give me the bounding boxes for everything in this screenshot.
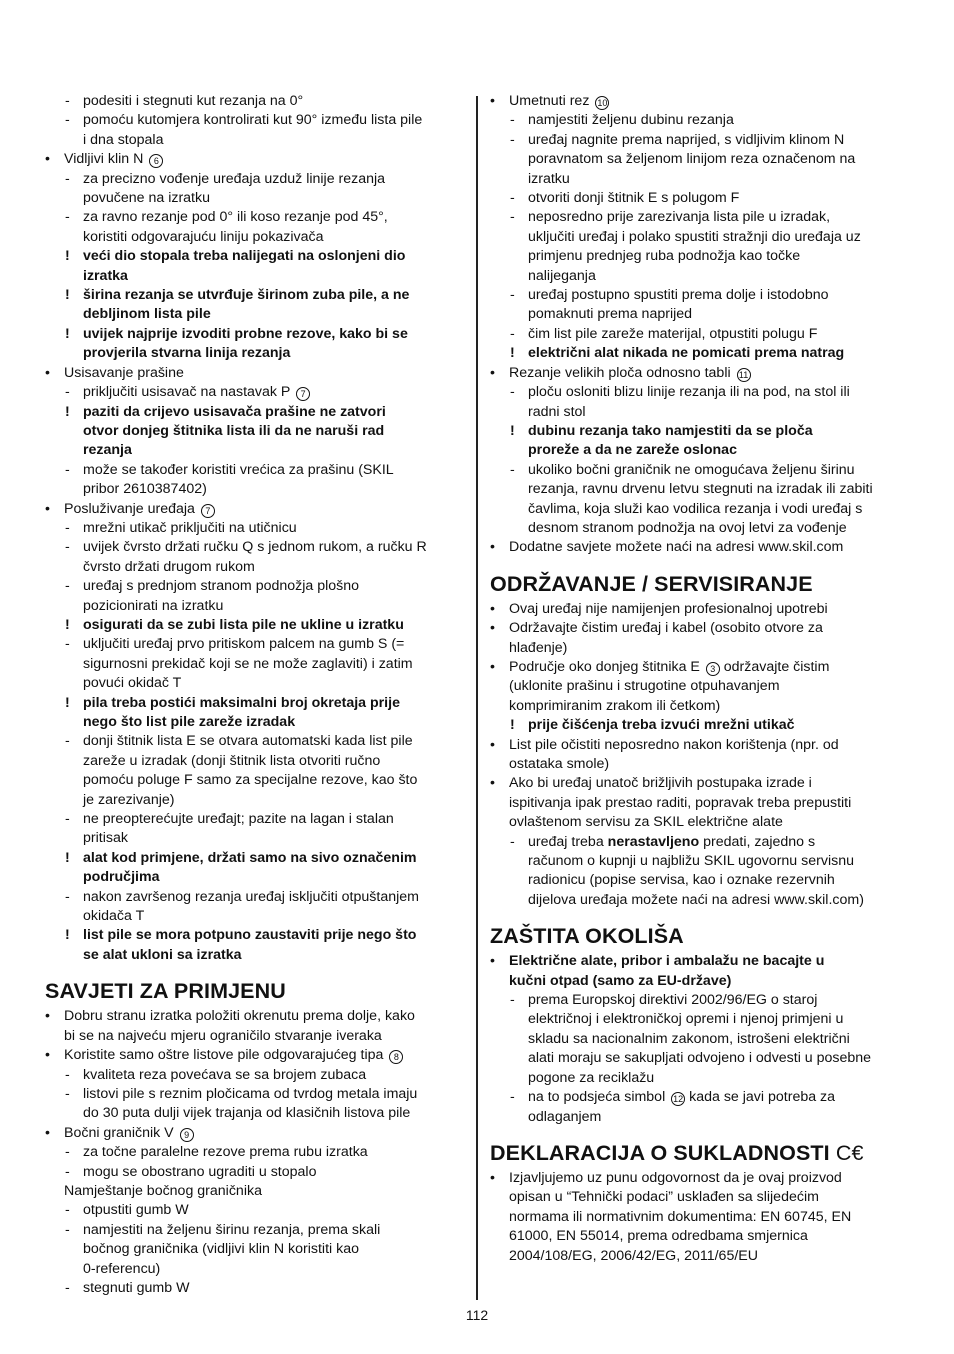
text: Ovaj uređaj nije namijenjen profesionalnoj upotrebi [509,600,828,617]
warning-item [45,247,465,266]
text: izratka [83,267,128,284]
figure-reference: 10 [597,98,608,108]
text: uključiti uređaj i polako spustiti stražnji dio uređaja uz [528,228,861,245]
warning-item [45,616,465,635]
dash-item [45,461,465,480]
text: radni stol [528,403,586,420]
dash-item [45,810,465,829]
text: Usisavanje prašine [64,364,184,381]
dash-continuation [490,150,913,169]
dash-continuation [490,228,913,247]
dash-continuation [490,170,913,189]
text: 0-referencu) [83,1260,161,1277]
bullet-continuation [490,1227,913,1246]
dash-continuation [45,597,465,616]
dash-continuation [490,500,913,519]
dash-item [45,1143,465,1162]
text: Električne alate, pribor i ambalažu ne bacajte u [509,953,825,970]
text: pila treba postići maksimalni broj okretaja prije [83,694,400,711]
dash-item [45,111,465,130]
text: ostataka smole) [509,756,610,772]
section-heading [490,1140,913,1166]
text: listovi pile s reznim pločicama od tvrdog metala imaju [83,1085,418,1102]
text: desnom stranom podnožja na ovoj letvi za vođenje [528,519,847,536]
text: nerastavljeno [607,833,700,850]
dash-item [45,888,465,907]
text: Područje oko donjeg štitnika E [509,658,700,675]
text: povučene na izratku [83,190,210,207]
dash-continuation [490,1030,913,1049]
warning-item [45,286,465,305]
text: nego što list pile zareže izradak [83,714,296,730]
dash-item [490,111,913,130]
dash-item [45,92,465,111]
warning-item [45,694,465,713]
text: dubinu rezanja tako namjestiti da se ploča [528,422,813,439]
warning-continuation [45,305,465,324]
dash-continuation [490,1108,913,1127]
text: ukoliko bočni graničnik ne omogućava željenu širinu [528,461,855,478]
text: okidača T [83,908,145,925]
dash-continuation [490,247,913,266]
bullet-item [490,774,913,793]
text: prema Europskoj direktivi 2002/96/EG o staroj [528,992,818,1009]
bullet-item [45,1007,465,1026]
warning-item [45,849,465,868]
text: donji štitnik lista E se otvara automatski kada list pile [83,733,413,750]
text: povući okidač T [83,675,182,692]
text: Vidljivi klin N [64,151,144,168]
warning-item [490,716,913,735]
dash-item [45,1201,465,1220]
right-column [490,92,913,1266]
text: koristiti odgovarajuću liniju pokazivača [83,228,324,245]
dash-item [45,1085,465,1104]
figure-reference: 7 [296,387,310,401]
bullet-item [490,538,913,557]
dash-continuation [490,519,913,538]
warning-continuation [45,344,465,363]
text: za precizno vođenje uređaja uzduž linije rezanja [83,170,386,187]
text: Održavajte čistim uređaj i kabel (osobito otvore za [509,620,823,637]
dash-item [490,383,913,402]
text: pritisak [83,830,128,847]
text: Bočni graničnik V [64,1124,174,1141]
text: širina rezanja se utvrđuje širinom zuba pile, a ne [83,287,410,304]
text: primjenu prednjeg ruba podnožja kao točke [528,248,801,265]
dash-item [45,577,465,596]
dash-item [490,1088,913,1107]
text: mrežni utikač priključiti na utičnicu [83,519,297,536]
text: sigurnosni prekidač koji se ne može zaglaviti) i zatim [83,655,413,672]
bullet-continuation [45,1182,465,1201]
dash-continuation [45,228,465,247]
text: Koristite samo oštre listove pile odgovarajućeg tipa [64,1047,384,1064]
bullet-continuation [490,755,913,774]
text: SAVJETI ZA PRIMJENU [45,979,286,1004]
warning-item [45,403,465,422]
warning-item [45,926,465,945]
text: kučni otpad [509,972,589,989]
text: 61000, EN 55014, prema odredbama smjernica [509,1228,808,1245]
dash-continuation [45,655,465,674]
text: može se također koristiti vrećica za prašinu (SKIL [83,461,394,478]
bullet-continuation [490,972,913,991]
bullet-item [45,364,465,383]
text: normama ili normativnim dokumentima: EN 60745, EN [509,1208,852,1225]
dash-continuation [45,189,465,208]
dash-item [45,208,465,227]
text: radionicu (popise servisa, kao i oznake rezervnih [528,872,835,889]
dash-item [490,286,913,305]
dash-continuation [490,1069,913,1088]
dash-continuation [490,1049,913,1068]
text: područjima [83,869,160,886]
dash-item [45,519,465,538]
bullet-item [490,600,913,619]
text: se alat ukloni sa izratka [83,946,242,963]
dash-item [490,208,913,227]
text: ploču osloniti blizu linije rezanja ili na pod, na stol ili [528,384,850,401]
text: pogone za reciklažu [528,1069,655,1086]
text: Namještanje bočnog graničnika [64,1182,262,1199]
text: uređaj nagnite prema naprijed, s vidljivim klinom N [528,131,845,148]
text: otvoriti donji štitnik E s polugom F [528,190,740,207]
text: električni alat nikada ne pomicati prema natrag [528,345,845,362]
warning-continuation [45,868,465,887]
dash-item [45,538,465,557]
text: opisan u “Tehnički podaci” usklađen sa slijedećim [509,1189,819,1206]
text: nakon završenog rezanja uređaj isključiti otpuštanjem [83,888,419,905]
text: Dodatne savjete možete naći na adresi www.skil.com [509,539,844,556]
text: debljinom lista pile [83,306,211,323]
text: ne preopterećujte uređajt; pazite na lagan i stalan [83,811,394,828]
text: pribor 2610387402) [83,481,207,498]
dash-continuation [45,771,465,790]
dash-item [490,833,913,852]
dash-item [45,732,465,751]
figure-reference: 7 [201,504,215,518]
dash-item [45,1221,465,1240]
text: priključiti usisavač na nastavak P [83,384,291,401]
text: Rezanje velikih ploča odnosno tabli [509,364,731,381]
text: uvijek najprije izvoditi probne rezove, kako bi se [83,325,408,342]
dash-item [45,1279,465,1298]
text: rezanja [83,442,132,459]
text: čim list pile zareže materijal, otpustiti polugu F [528,325,818,342]
text: komprimiranim zrakom ili četkom) [509,697,721,714]
figure-reference: 8 [389,1050,403,1064]
dash-item [490,991,913,1010]
text: proreže a da ne zareže oslonac [528,442,737,459]
bullet-continuation [490,639,913,658]
text: uređaj treba [528,833,608,850]
dash-item [45,383,465,402]
column-divider [476,96,478,1300]
warning-item [490,344,913,363]
dash-continuation [490,852,913,871]
text: (samo za EU-države) [588,972,732,989]
text: zareže u izradak (donji štitnik lista otvoriti ručno [83,752,381,769]
text: pozicionirati na izratku [83,597,224,614]
dash-item [490,325,913,344]
text: za ravno rezanje pod 0° ili koso rezanje pod 45°, [83,209,388,226]
text: čavlima, koja služi kao vodilica rezanja i vodi uređaj s [528,500,863,517]
text: pomoću kutomjera kontrolirati kut 90° između lista pile [83,112,423,129]
text: alati moraju se sakupljati odvojeno i odvesti u posebne [528,1050,872,1067]
bullet-item [45,1046,465,1065]
warning-continuation [45,713,465,732]
dash-continuation [490,305,913,324]
text: list pile se mora potpuno zaustaviti prije nego što [83,927,417,944]
text: otpustiti gumb W [83,1202,189,1219]
text: kada se javi potreba za [685,1089,836,1106]
text: alat kod primjene, držati samo na sivo označenim [83,849,417,866]
text: za točne paralelne rezove prema rubu izratka [83,1144,368,1161]
figure-reference: 3 [706,662,720,676]
dash-continuation [45,131,465,150]
text: poravnatom sa željenom linijom reza označenom na [528,151,856,168]
warning-continuation [45,441,465,460]
dash-continuation [45,752,465,771]
text: mogu se obostrano ugraditi u stopalo [83,1163,317,1180]
text: osigurati da se zubi lista pile ne ukline u izratku [83,616,404,633]
dash-item [45,1163,465,1182]
bullet-continuation [490,794,913,813]
text: prije čišćenja treba izvući mrežni utikač [528,717,795,734]
left-column [45,92,465,1298]
dash-item [45,1066,465,1085]
text: uređaj postupno spustiti prema dolje i istodobno [528,287,829,304]
bullet-item [490,736,913,755]
dash-continuation [45,480,465,499]
dash-continuation [490,267,913,286]
text: paziti da crijevo usisavača prašine ne zatvori [83,403,386,420]
bullet-continuation [490,1247,913,1266]
dash-continuation [45,1104,465,1123]
figure-reference: 6 [149,154,163,168]
text: pomaknuti prema naprijed [528,306,693,323]
text: odlaganjem [528,1108,602,1125]
warning-item [45,325,465,344]
text: ovlaštenom servisu za SKIL električne alate [509,814,783,831]
dash-continuation [45,674,465,693]
text: pomoću poluge F samo za specijalne rezove, kao što [83,772,418,789]
dash-continuation [45,558,465,577]
text: na to podsjeća simbol [528,1089,666,1106]
dash-continuation [45,791,465,810]
warning-continuation [45,267,465,286]
section-heading [490,571,913,597]
text: bočnog graničnika (vidljivi klin N koristiti kao [83,1241,359,1258]
dash-item [490,189,913,208]
bullet-item [45,500,465,519]
warning-continuation [490,441,913,460]
text: bi se na najveću mjeru ograničilo stvaranje iveraka [64,1027,382,1044]
text: DEKLARACIJA O SUKLADNOSTI [490,1140,830,1165]
dash-item [45,635,465,654]
figure-reference: 11 [737,368,751,382]
text: 2004/108/EG, 2006/42/EG, 2011/65/EU [509,1247,758,1264]
text: nalijeganja [528,267,596,284]
dash-continuation [45,829,465,848]
dash-continuation [45,907,465,926]
dash-continuation [45,1260,465,1279]
dash-continuation [490,480,913,499]
bullet-continuation [490,813,913,832]
text: veći dio stopala treba nalijegati na oslonjeni dio [83,248,406,265]
bullet-continuation [490,677,913,696]
bullet-continuation [45,1027,465,1046]
figure-reference: 12 [673,1094,684,1105]
bullet-continuation [490,697,913,716]
text: čvrsto držati drugom rukom [83,558,255,575]
text: predati, zajedno s [699,833,816,850]
text: kvaliteta reza povećava se sa brojem zubaca [83,1066,367,1083]
text: Umetnuti rez [509,93,590,109]
bullet-item [490,364,913,383]
text: uvijek čvrsto držati ručku Q s jednom rukom, a ručku R [83,539,427,556]
text: računom o kupnji u najbližu SKIL ugovornu servisnu [528,853,854,870]
text: i dna stopala [83,131,164,148]
ce-mark: C€ [835,1140,864,1165]
page-number: 112 [465,1307,489,1323]
text: izratku [528,170,570,187]
text: skladu sa nacionalnim zakonom, istrošeni električni [528,1030,850,1047]
bullet-continuation [490,1188,913,1207]
dash-continuation [490,891,913,910]
dash-item [490,131,913,150]
text: održavajte čistim [719,658,830,675]
dash-continuation [490,871,913,890]
bullet-continuation [490,1208,913,1227]
text: Posluživanje uređaja [64,500,195,517]
text: uključiti uređaj prvo pritiskom palcem na gumb S (= [83,636,405,653]
text: namjestiti željenu dubinu rezanja [528,112,734,129]
bullet-item [490,92,913,111]
text: električnoj i elektroničkoj opremi i njenoj primjeni u [528,1011,844,1028]
section-heading [45,978,465,1004]
text: ZAŠTITA OKOLIŠA [490,924,684,949]
dash-continuation [45,1240,465,1259]
warning-continuation [45,946,465,965]
bullet-item [490,658,913,677]
text: provjerila stvarna linija rezanja [83,345,291,362]
bullet-item [45,1124,465,1143]
text: je zarezivanje) [83,791,175,808]
text: Ako bi uređaj unatoč brižljivih postupaka izrade i [509,775,812,792]
figure-reference: 9 [180,1128,194,1142]
warning-continuation [45,422,465,441]
text: uređaj s prednjom stranom podnožja plošno [83,578,360,595]
text: List pile očistiti neposredno nakon korištenja (npr. od [509,736,839,753]
bullet-item [45,150,465,169]
text: stegnuti gumb W [83,1279,190,1296]
warning-item [490,422,913,441]
dash-item [490,461,913,480]
dash-continuation [490,1010,913,1029]
bullet-item [490,1169,913,1188]
text: ispitivanja ipak prestao raditi, popravak treba prepustiti [509,794,852,811]
text: rezanja, ravnu drvenu letvu stegnuti na izradak ili zabiti [528,481,873,498]
text: do 30 puta dulji vijek trajanja od klasičnih listova pile [83,1105,411,1122]
text: Izjavljujemo uz punu odgovornost da je ovaj proizvod [509,1169,842,1186]
text: (uklonite prašinu i strugotine otpuhavanjem [509,678,780,695]
text: neposredno prije zarezivanja lista pile u izradak, [528,209,831,226]
text: dijelova uređaja možete naći na adresi www.skil.com) [528,891,864,908]
text: ODRŽAVANJE / SERVISIRANJE [490,571,813,596]
dash-continuation [490,403,913,422]
text: otvor donjeg štitnika lista ili da ne naruši rad [83,422,385,439]
text: podesiti i stegnuti kut rezanja na 0° [83,93,304,109]
text: hlađenje) [509,639,568,656]
text: namjestiti na željenu širinu rezanja, prema skali [83,1221,381,1238]
text: Dobru stranu izratka položiti okrenutu prema dolje, kako [64,1008,415,1025]
bullet-item [490,619,913,638]
section-heading [490,923,913,949]
dash-item [45,170,465,189]
bullet-item [490,952,913,971]
